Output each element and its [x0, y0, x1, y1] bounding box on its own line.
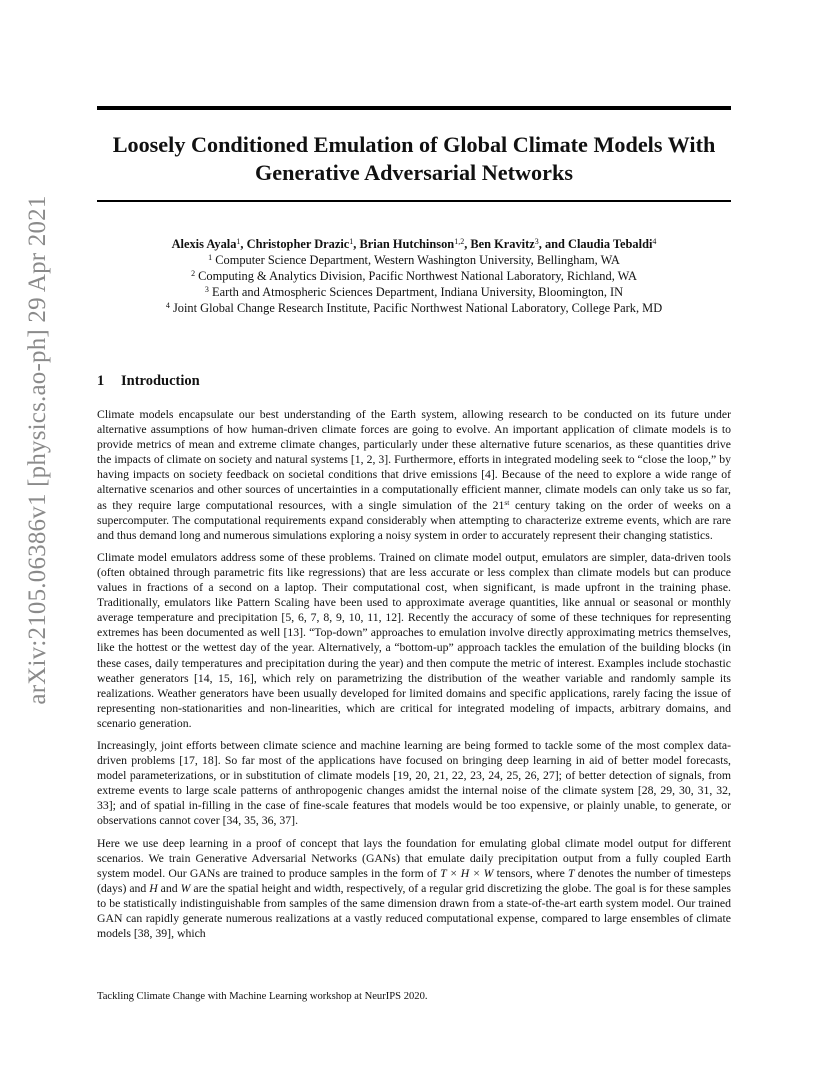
arxiv-id: arXiv:2105.06386v1 [physics.ao-ph] 29 Apr 2021: [24, 195, 51, 705]
affiliation-number: 4: [165, 301, 170, 310]
author-name: Claudia Tebaldi: [568, 237, 653, 251]
math-symbol: H: [149, 881, 158, 895]
math-symbol: T: [568, 866, 575, 880]
author-separator: ,: [353, 237, 360, 251]
author-name: Alexis Ayala: [171, 237, 237, 251]
footer-note: Tackling Climate Change with Machine Learning workshop at NeurIPS 2020.: [97, 991, 428, 1002]
author-affiliation-mark: 1: [349, 237, 354, 246]
author-separator: ,: [240, 237, 247, 251]
affiliation-text: Computing & Analytics Division, Pacific Northwest National Laboratory, Richland, WA: [198, 269, 637, 283]
paragraph-text: are the spatial height and width, respectively, of a regular grid discretizing the globe. The goal is for these samples to be statistically indistinguishable from samples of the same dimension drawn from a state-of-the-art earth system model. Our trained GAN can rapidly generate numerous realizations at a vastly reduced computational expense, compared to large ensembles of climate models [38, 39], which: [97, 881, 731, 941]
paragraph-text: Climate models encapsulate our best understanding of the Earth system, allowing research to be conducted on its future under alternative assumptions of how human-driven climate forces are going to evolve. An important application of climate models is to provide metrics of mean and extreme climate changes, particularly under these alternative future scenarios, as these quantities drive the impacts of climate on society and natural systems [1, 2, 3]. Furthermore, efforts in integrated modeling seek to “close the loop,” by having impacts on society feedback on societal conditions that drive emissions [4]. Because of the need to explore a wide range of alternative scenarios and other sources of uncertainties in a computationally efficient manner, climate models can only take us so far, as they require large computational resources, with a single simulation of the 21: [97, 408, 731, 512]
paragraph-text: Here we use deep learning in a proof of concept that lays the foundation for emulating global climate model output for different scenarios. We train Generative Adversarial Networks (GANs) that emulate daily precipitation output from a fully coupled Earth system model. Our GANs are trained to produce samples in the form of: [97, 836, 731, 880]
affiliation-line: [97, 284, 731, 300]
author-name: Brian Hutchinson: [359, 237, 455, 251]
section-number: 1: [97, 373, 105, 389]
paragraph-text: denotes the number of timesteps (days) and: [97, 866, 731, 895]
paragraph-text: and: [157, 881, 181, 895]
title-rule-bottom: [97, 200, 731, 202]
author-separator: , and: [538, 237, 569, 251]
section-title: Introduction: [121, 373, 200, 389]
math-symbol: W: [180, 881, 191, 895]
author-name: Christopher Drazic: [246, 237, 350, 251]
affiliation-number: 1: [208, 253, 213, 262]
affiliation-text: Computer Science Department, Western Washington University, Bellingham, WA: [215, 253, 620, 267]
paragraph-2: Climate model emulators address some of these problems. Trained on climate model output, emulators are simpler, data-driven tools (often obtained through parametric fits like regressions) that are less accurate or less complex than climate models but can produce values in fractions of a second on a laptop. Their computational cost, when significant, is made upfront in the training phase. Traditionally, emulators like Pattern Scaling have been used to approximate average quantities, like annual or seasonal or monthly average temperature and precipitation [5, 6, 7, 8, 9, 10, 11, 12]. Recently the accuracy of some of these techniques for representing extremes has been documented as well [13]. “Top-down” approaches to emulation involve directly approximating metrics themselves, like the hottest or the wettest day of the year. Alternatively, a “bottom-up” approach tackles the emulation of the building blocks (in these cases, daily temperatures and precipitation during the year) and then compute the metric of interest. Examples include stochastic weather generators [14, 15, 16], which rely on parametrizing the distribution of the weather variable and randomly sample its realizations. Weather generators have been usually developed for limited domains and specific applications, rarely facing the issue of representing non-stationarities and non-linearities, which are critical for integrated modeling of impacts, arbitrary domains, and scenario generation.: [97, 550, 731, 730]
author-block: [97, 236, 731, 316]
author-affiliation-mark: 3: [534, 237, 539, 246]
author-affiliation-mark: 1: [236, 237, 241, 246]
author-name: Ben Kravitz: [470, 237, 535, 251]
title-rule-top: [97, 106, 731, 110]
paragraph-1: [97, 407, 731, 543]
affiliation-line: [97, 252, 731, 268]
author-separator: ,: [464, 237, 471, 251]
paragraph-text: century taking on the order of weeks on a supercomputer. The computational requirements expand considerably when attempting to characterize extreme events, which are rare and thus demand long and numerous simulations exploring a noisy system in order to accurately represent their changing statistics.: [97, 498, 731, 542]
paper-title: [97, 131, 731, 187]
affiliation-text: Earth and Atmospheric Sciences Department, Indiana University, Bloomington, IN: [212, 285, 624, 299]
affiliation-number: 2: [191, 269, 196, 278]
affiliation-text: Joint Global Change Research Institute, Pacific Northwest National Laboratory, College Park, MD: [172, 301, 663, 315]
paragraph-3: Increasingly, joint efforts between climate science and machine learning are being formed to tackle some of the most complex data-driven problems [17, 18]. So far most of the applications have focused on bringing deep learning in aid of better model forecasts, model parameterizations, or in substitution of climate models [19, 20, 21, 22, 23, 24, 25, 26, 27]; of better detection of signals, from extreme events to large scale patterns of anthropogenic changes amidst the internal noise of the climate system [28, 29, 30, 31, 32, 33]; and of spatial in-filling in the case of fine-scale features that models would be too expensive, or plainly unable, to generate, or observations cannot cover [34, 35, 36, 37].: [97, 738, 731, 828]
author-list: [97, 236, 731, 252]
affiliation-number: 3: [204, 285, 209, 294]
section-heading: [97, 373, 200, 390]
paragraph-4: [97, 836, 731, 942]
arxiv-sidebar-stamp: [16, 110, 60, 790]
author-affiliation-mark: 1,2: [454, 237, 465, 246]
ordinal-suffix: st: [504, 497, 510, 507]
math-expression: T × H × W: [440, 866, 494, 880]
body-text: [97, 407, 731, 948]
title-line-2: Generative Adversarial Networks: [255, 160, 573, 185]
author-affiliation-mark: 4: [652, 237, 657, 246]
title-line-1: Loosely Conditioned Emulation of Global Climate Models With: [112, 132, 716, 157]
affiliation-line: [97, 268, 731, 284]
affiliation-line: [97, 300, 731, 316]
paragraph-text: tensors, where: [493, 866, 569, 880]
